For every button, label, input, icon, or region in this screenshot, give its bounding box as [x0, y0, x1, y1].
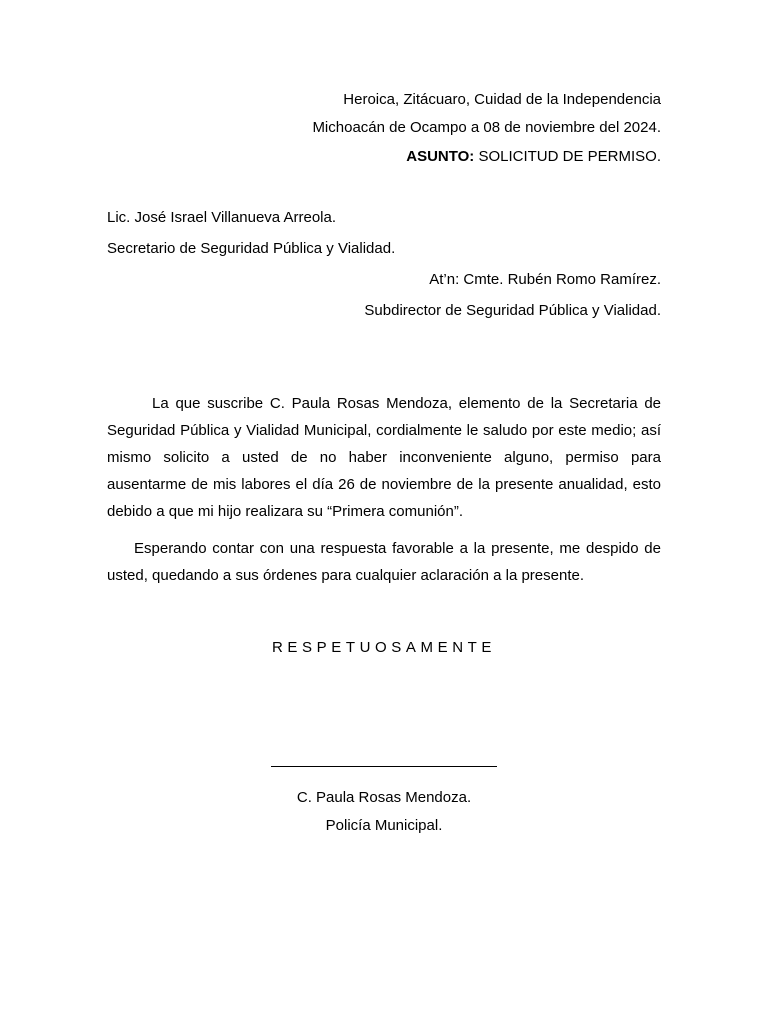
recipient-name: Lic. José Israel Villanueva Arreola.: [107, 209, 337, 226]
signer-title: Policía Municipal.: [325, 817, 443, 834]
recipient-position: Secretario de Seguridad Pública y Vialidad.: [107, 240, 396, 257]
place-line: Heroica, Zitácuaro, Cuidad de la Independencia: [343, 91, 661, 108]
signer-name: C. Paula Rosas Mendoza.: [296, 789, 472, 806]
subject-line: [406, 148, 661, 166]
subject-text: SOLICITUD DE PERMISO.: [474, 148, 661, 165]
signature-line: [271, 766, 497, 767]
attention-position: Subdirector de Seguridad Pública y Vialidad.: [364, 302, 661, 319]
attention-line: At’n: Cmte. Rubén Romo Ramírez.: [429, 271, 661, 288]
date-line: Michoacán de Ocampo a 08 de noviembre del 2024.: [312, 119, 661, 136]
body-paragraph-1: La que suscribe C. Paula Rosas Mendoza, elemento de la Secretaria de Seguridad Pública y Vialidad Municipal, cordialmente le saludo por este medio; así mismo solicito a usted de no haber inconveniente alguno, permiso para ausentarme de mis labores el día 26 de noviembre de la presente anualidad, esto debido a que mi hijo realizara su “Primera comunión”.: [107, 395, 661, 520]
closing-salutation: RESPETUOSAMENTE: [271, 639, 497, 656]
subject-label: ASUNTO:: [406, 148, 475, 165]
body-paragraph-2: Esperando contar con una respuesta favorable a la presente, me despido de usted, quedando a sus órdenes para cualquier aclaración a la presente.: [107, 540, 661, 584]
